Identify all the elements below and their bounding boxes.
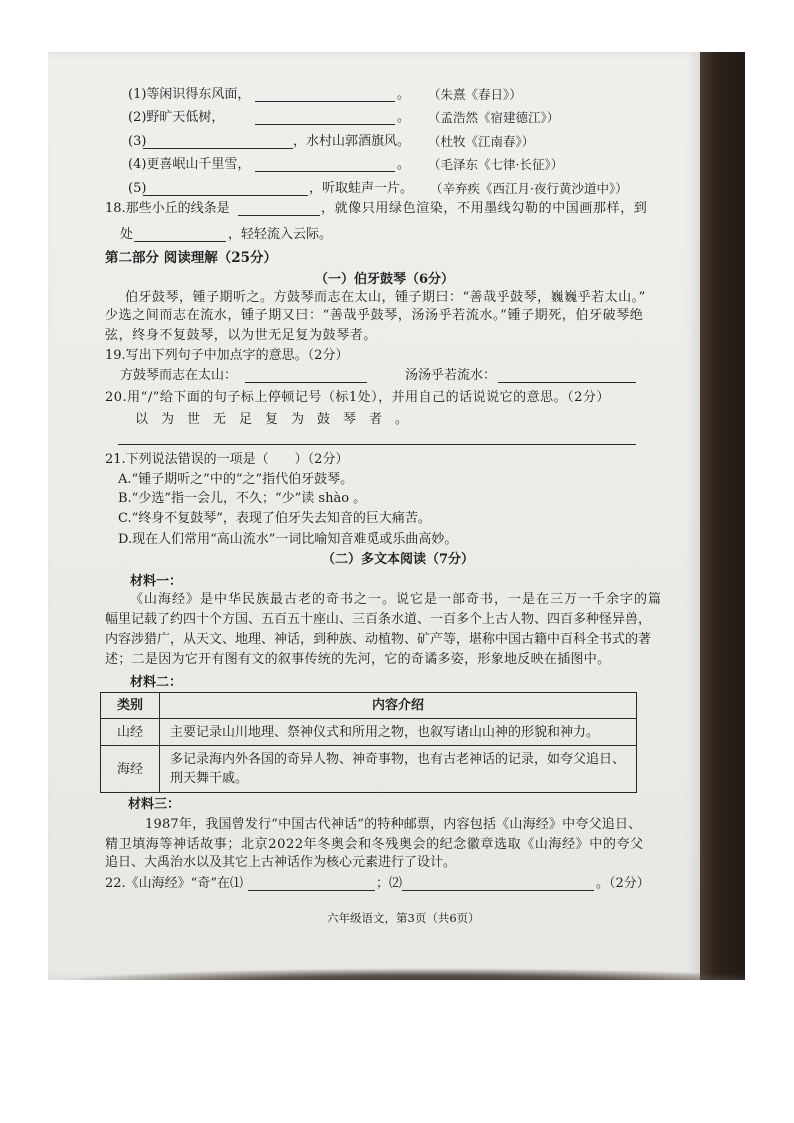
table-header-content: 内容介绍 (160, 693, 637, 719)
q18-continuation: ，就像只用绿色渲染，不用墨线勾勒的中国画那样，到 (321, 201, 648, 216)
q18-prompt: 18.那些小丘的线条是 (105, 201, 230, 216)
answer-blank (255, 171, 395, 172)
q21-option-d: D.现在人们常用“高山流水”一词比喻知音难觅或乐曲高妙。 (118, 532, 458, 547)
fill-in-item-4 (128, 156, 250, 174)
item-number: (5) (128, 181, 147, 196)
table-row (101, 719, 637, 746)
page-footer: 六年级语文，第3页（共6页） (327, 911, 480, 925)
q19-stem: 19.写出下列句子中加点字的意思。（2分） (105, 348, 349, 363)
q19-item-1: 方鼓琴而志在太山： (120, 368, 238, 383)
material3-line: 精卫填海等神话故事；北京2022年冬奥会和冬残奥会的纪念徽章选取《山海经》中的夸父 (105, 837, 644, 852)
q21-option-b: B.“少选”指一会儿，不久；“少”读 shào 。 (118, 491, 367, 506)
material3-line: 1987年，我国曾发行“中国古代神话”的特种邮票，内容包括《山海经》中夸父追日、 (145, 817, 642, 832)
item-source: （朱熹《春日》） (428, 87, 522, 102)
answer-blank (255, 101, 395, 102)
table-row (101, 746, 637, 793)
answer-blank (255, 124, 395, 125)
answer-blank (238, 215, 320, 216)
material1-line: 幅里记载了约四十个方国、五百五十座山、三百条水道、一百多个上古人物、四百多种怪异兽， (105, 612, 652, 627)
section2-title: （二）多文本阅读（7分） (322, 552, 475, 567)
answer-blank (498, 382, 636, 383)
answer-blank (248, 890, 375, 891)
q21-option-c: C.“终身不复鼓琴”，表现了伯牙失去知音的巨大痛苦。 (118, 511, 431, 526)
q22-stem: 22.《山海经》“奇”在⑴ (105, 876, 243, 891)
answer-blank (402, 890, 594, 891)
item-prompt: 更喜岷山千里雪， (146, 157, 251, 172)
paper-curl-shadow (48, 968, 745, 980)
passage-line: 伯牙鼓琴，锺子期听之。方鼓琴而志在太山，锺子期曰：“善哉乎鼓琴，巍巍乎若太山。” (125, 290, 646, 305)
item-ending: ，听取蛙声一片。 (309, 181, 414, 196)
q21-stem: 21.下列说法错误的一项是（ ）（2分） (105, 452, 349, 467)
item-ending: 。 (397, 87, 411, 102)
table-header-row (101, 693, 637, 719)
item-prompt: 野旷天低树， (146, 110, 225, 125)
passage-line: 弦，终身不复鼓琴，以为世无足复为鼓琴者。 (105, 328, 378, 343)
cell-line: 刑天舞干戚。 (170, 771, 249, 786)
passage-line: 少选之间而志在流水，锺子期又曰：“善哉乎鼓琴，汤汤乎若流水。”锺子期死，伯牙破琴绝 (105, 308, 644, 323)
table-header-category: 类别 (101, 693, 160, 719)
item-prompt: 等闲识得东风面， (146, 87, 251, 102)
q18-line2-start: 处 (120, 227, 134, 242)
material1-label: 材料一： (130, 574, 183, 589)
table-cell-category: 海经 (101, 746, 160, 793)
item-ending: 。 (397, 110, 411, 125)
fill-in-item-2 (128, 109, 224, 127)
item-number: (4) (128, 157, 147, 172)
section1-title: （一）伯牙鼓琴（6分） (315, 272, 455, 287)
answer-blank (134, 241, 226, 242)
material1-line: 内容涉猎广，从天文、地理、神话，到种族、动植物、矿产等，堪称中国古籍中百科全书式的著 (105, 632, 652, 647)
item-ending: 。 (397, 157, 411, 172)
answer-blank (143, 195, 308, 196)
q22-points: 。（2分） (596, 876, 650, 891)
answer-blank (143, 148, 293, 149)
material3-line: 追日、大禹治水以及其它上古神话作为核心元素进行了设计。 (105, 855, 457, 870)
item-source: （毛泽东《七律·长征》） (428, 157, 564, 172)
item-source: （孟浩然《宿建德江》） (428, 110, 560, 125)
item-number: (2) (128, 110, 147, 125)
table-cell-category: 山经 (101, 719, 160, 746)
item-ending: ，水村山郭酒旗风。 (293, 134, 411, 149)
item-number: (3) (128, 134, 147, 149)
item-source: （杜牧《江南春》） (428, 134, 535, 149)
material2-table (100, 692, 637, 793)
fill-in-item-1 (128, 86, 250, 104)
q21-option-a: A.“锺子期听之”中的“之”指代伯牙鼓琴。 (118, 472, 354, 487)
material1-line: 《山海经》是中华民族最古老的奇书之一。说它是一部奇书，一是在三万一千余字的篇 (130, 592, 663, 607)
answer-blank (245, 382, 367, 383)
table-cell-content (160, 746, 637, 793)
q22-separator: ；⑵ (376, 876, 403, 891)
material3-label: 材料三： (128, 797, 181, 812)
q20-sentence: 以为世无足复为鼓琴者。 (135, 412, 422, 427)
cell-line: 主要记录山川地理、祭神仪式和所用之物，也叙写诸山山神的形貌和神力。 (170, 724, 600, 740)
material1-line: 述；二是因为它开有图有文的叙事传统的先河，它的奇谲多姿，形象地反映在插图中。 (105, 652, 611, 667)
photo-background-strip (700, 52, 745, 980)
q18-line2-end: ，轻轻流入云际。 (228, 227, 333, 242)
item-number: (1) (128, 87, 147, 102)
cell-line: 多记录海内外各国的奇异人物、神奇事物，也有古老神话的记录，如夸父追日、 (170, 752, 626, 767)
answer-line (118, 444, 636, 445)
q19-item-2: 汤汤乎若流水： (405, 368, 497, 383)
part2-title: 第二部分 阅读理解（25分） (105, 250, 277, 266)
q20-stem: 20.用“/”给下面的句子标上停顿记号（标1处），并用自己的话说说它的意思。（2分） (105, 390, 610, 405)
material2-label: 材料二： (130, 675, 183, 690)
item-source: （辛弃疾《西江月·夜行黄沙道中》） (430, 181, 628, 196)
table-cell-content (160, 719, 637, 746)
